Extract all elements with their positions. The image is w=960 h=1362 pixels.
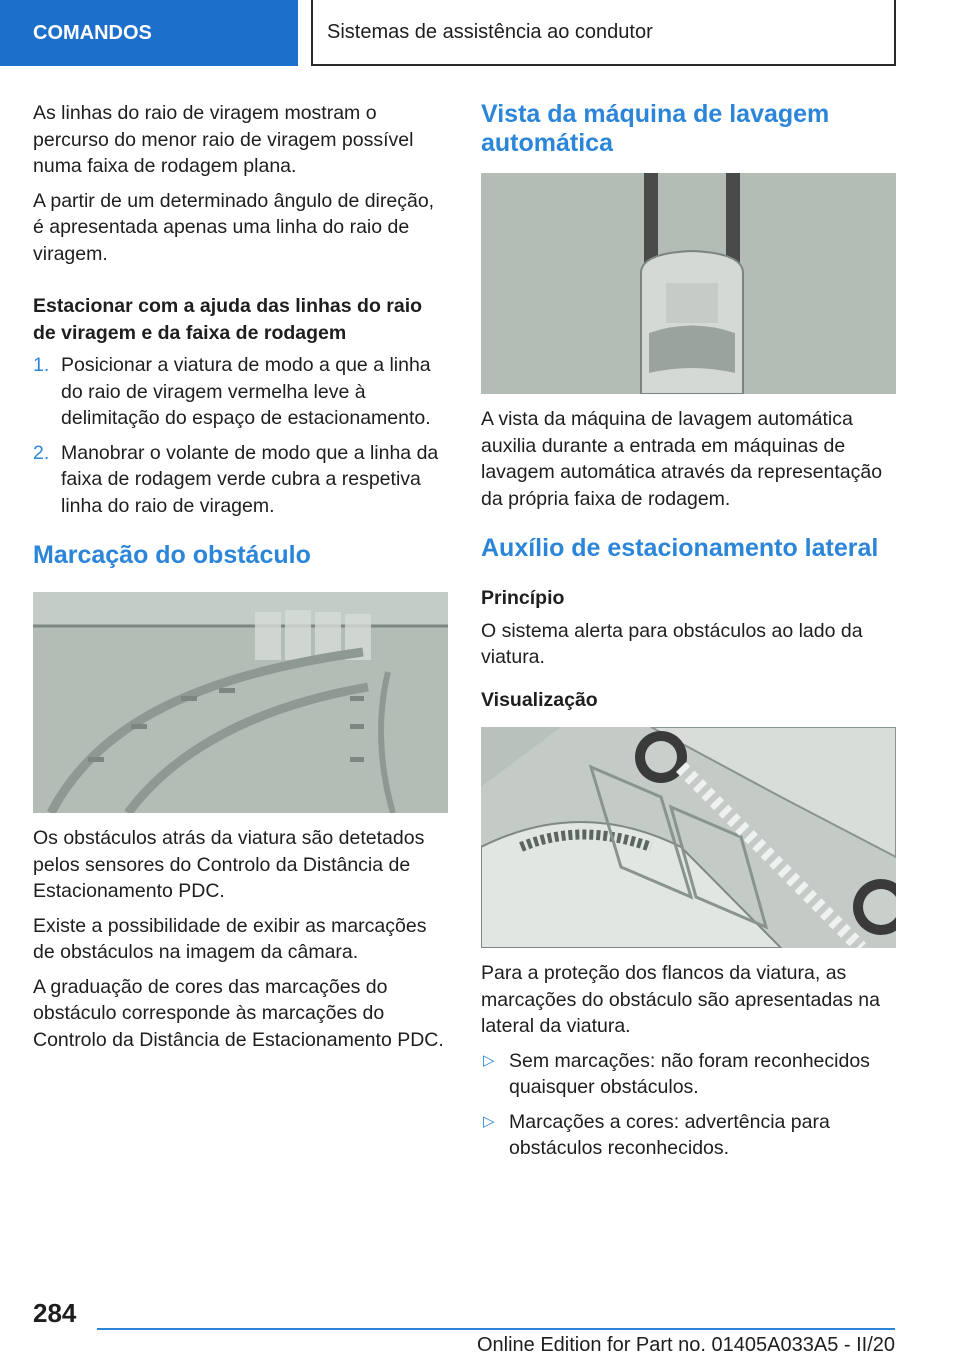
triangle-bullet-icon: ▷: [483, 1112, 495, 1130]
heading-obstacle-marking: Marcação do obstáculo: [33, 541, 311, 569]
paragraph: A vista da máquina de lavagem automática auxilia durante a entrada em máquinas de lavagem automática através da representação da própria faixa de rodagem.: [481, 408, 883, 510]
lateral-parking-figure: [481, 727, 896, 948]
paragraph: Para a proteção dos flancos da viatura, as marcações do obstáculo são apresentadas na lateral da viatura.: [481, 962, 880, 1037]
bullet-item: [481, 1109, 896, 1162]
step-item: [33, 352, 448, 432]
bullet-item: [481, 1048, 896, 1101]
paragraph: Os obstáculos atrás da viatura são detetados pelos sensores do Controlo da Distância de Estacionamento PDC.: [33, 827, 425, 902]
bullet-text: Sem marcações: não foram reconhecidos quaisquer obstáculos.: [509, 1049, 870, 1098]
section-tab: [0, 0, 298, 66]
step-number: 1.: [33, 354, 50, 376]
step-number: 2.: [33, 441, 50, 464]
step-text: Manobrar o volante de modo que a linha da faixa de rodagem verde cubra a respetiva linha do raio de viragem.: [61, 441, 439, 517]
page-number: 284: [33, 1298, 77, 1328]
steps-list: [33, 352, 448, 519]
carwash-view-figure: [481, 173, 896, 394]
chapter-title: Sistemas de assistência ao condutor: [327, 20, 653, 43]
chapter-header: [311, 0, 896, 66]
footer-divider: [97, 1328, 895, 1330]
subheading-parking: Estacionar com a ajuda das linhas do raio de viragem e da faixa de rodagem: [33, 295, 423, 344]
step-item: [33, 440, 448, 520]
paragraph: Existe a possibilidade de exibir as marcações de obstáculos na imagem da câmara.: [33, 914, 427, 963]
paragraph: As linhas do raio de viragem mostram o percurso do menor raio de viragem possível numa faixa de rodagem plana.: [33, 102, 414, 177]
heading-carwash-view: Vista da máquina de lavagem automática: [481, 100, 830, 157]
right-column: [481, 100, 896, 1170]
subheading-principle: Princípio: [481, 587, 565, 609]
paragraph: A partir de um determinado ângulo de direção, é apresentada apenas uma linha do raio de viragem.: [33, 189, 435, 265]
bullet-list: [481, 1048, 896, 1162]
paragraph: O sistema alerta para obstáculos ao lado da viatura.: [481, 619, 863, 668]
bullet-text: Marcações a cores: advertência para obstáculos reconhecidos.: [509, 1110, 830, 1159]
section-label: COMANDOS: [33, 21, 152, 44]
edition-note: Online Edition for Part no. 01405A033A5 - II/20: [476, 1334, 895, 1356]
paragraph: A graduação de cores das marcações do obstáculo corresponde às marcações do Controlo da Distância de Estacionamento PDC.: [33, 975, 444, 1051]
subheading-display: Visualização: [481, 688, 598, 711]
obstacle-marking-figure: [33, 592, 448, 813]
heading-lateral-parking: Auxílio de estacionamento lateral: [481, 534, 879, 562]
triangle-bullet-icon: ▷: [483, 1051, 495, 1069]
step-text: Posicionar a viatura de modo a que a linha do raio de viragem vermelha leve à delimitação do espaço de estacionamento.: [61, 354, 431, 429]
left-column: [33, 100, 448, 1061]
